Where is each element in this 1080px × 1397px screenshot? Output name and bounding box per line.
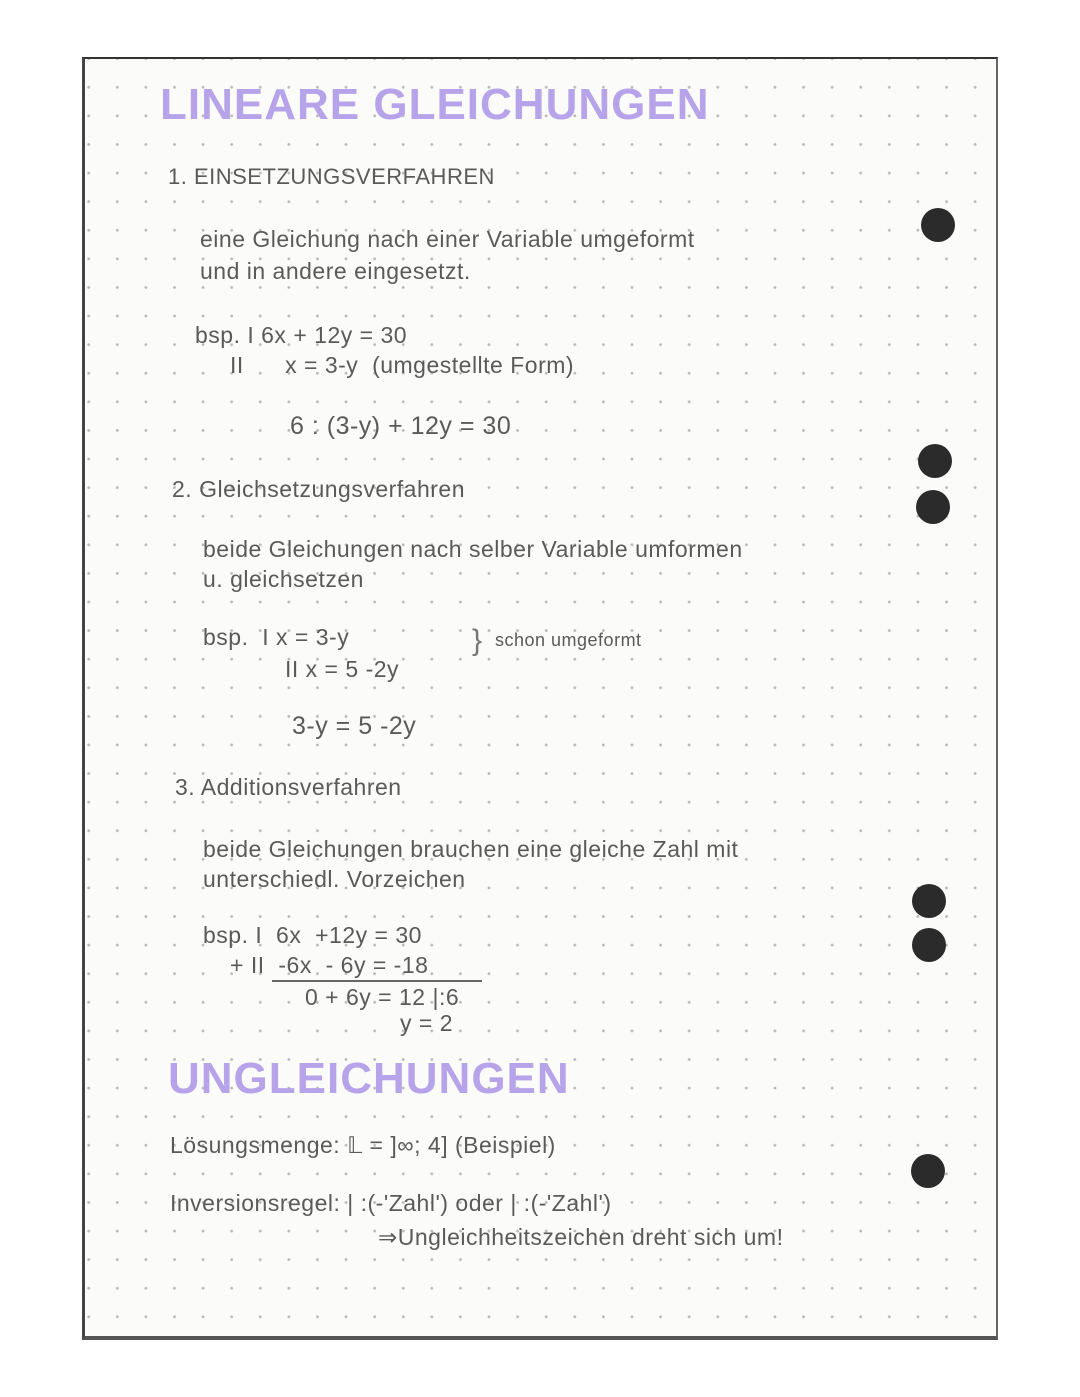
punch-hole: [912, 928, 946, 962]
example-line: II x = 5 -2y: [285, 656, 400, 682]
punch-hole: [918, 444, 952, 478]
example-line: II x = 3-y (umgestellte Form): [230, 352, 575, 378]
section-text: u. gleichsetzen: [203, 566, 364, 592]
example-line: + II -6x - 6y = -18: [230, 952, 429, 978]
section-text: beide Gleichungen nach selber Variable umformen: [203, 536, 743, 562]
section-text: unterschiedl. Vorzeichen: [203, 866, 466, 892]
section-heading: 2. Gleichsetzungsverfahren: [172, 476, 465, 502]
example-note: schon umgeformt: [495, 630, 642, 650]
page-title: LINEARE GLEICHUNGEN: [160, 80, 710, 129]
punch-hole: [916, 490, 950, 524]
punch-hole: [911, 1154, 945, 1188]
example-line: bsp. I 6x +12y = 30: [203, 922, 422, 948]
punch-hole: [912, 884, 946, 918]
section-text: beide Gleichungen brauchen eine gleiche Zahl mit: [203, 836, 739, 862]
inversion-rule: Inversionsregel: | :(-'Zahl') oder | :(-'Zahl'): [170, 1190, 612, 1216]
example-line: 6 : (3-y) + 12y = 30: [290, 412, 512, 440]
example-line: y = 2: [400, 1010, 454, 1036]
example-line: 0 + 6y = 12 |:6: [305, 984, 460, 1010]
inversion-note: ⇒Ungleichheitszeichen dreht sich um!: [378, 1224, 784, 1250]
brace: }: [472, 624, 483, 657]
section-heading: 1. EINSETZUNGSVERFAHREN: [168, 164, 495, 189]
example-line: 3-y = 5 -2y: [292, 712, 417, 740]
example-line: bsp. I 6x + 12y = 30: [195, 322, 408, 348]
section-heading: 3. Additionsverfahren: [175, 774, 402, 800]
section-title: UNGLEICHUNGEN: [168, 1054, 570, 1103]
section-text: eine Gleichung nach einer Variable umgeformt: [200, 226, 695, 252]
sum-line: [272, 980, 482, 982]
section-text: und in andere eingesetzt.: [200, 258, 471, 284]
solution-set: Lösungsmenge: 𝕃 = ]∞; 4] (Beispiel): [170, 1132, 556, 1158]
example-line: bsp. I x = 3-y: [203, 624, 350, 650]
punch-hole: [921, 208, 955, 242]
